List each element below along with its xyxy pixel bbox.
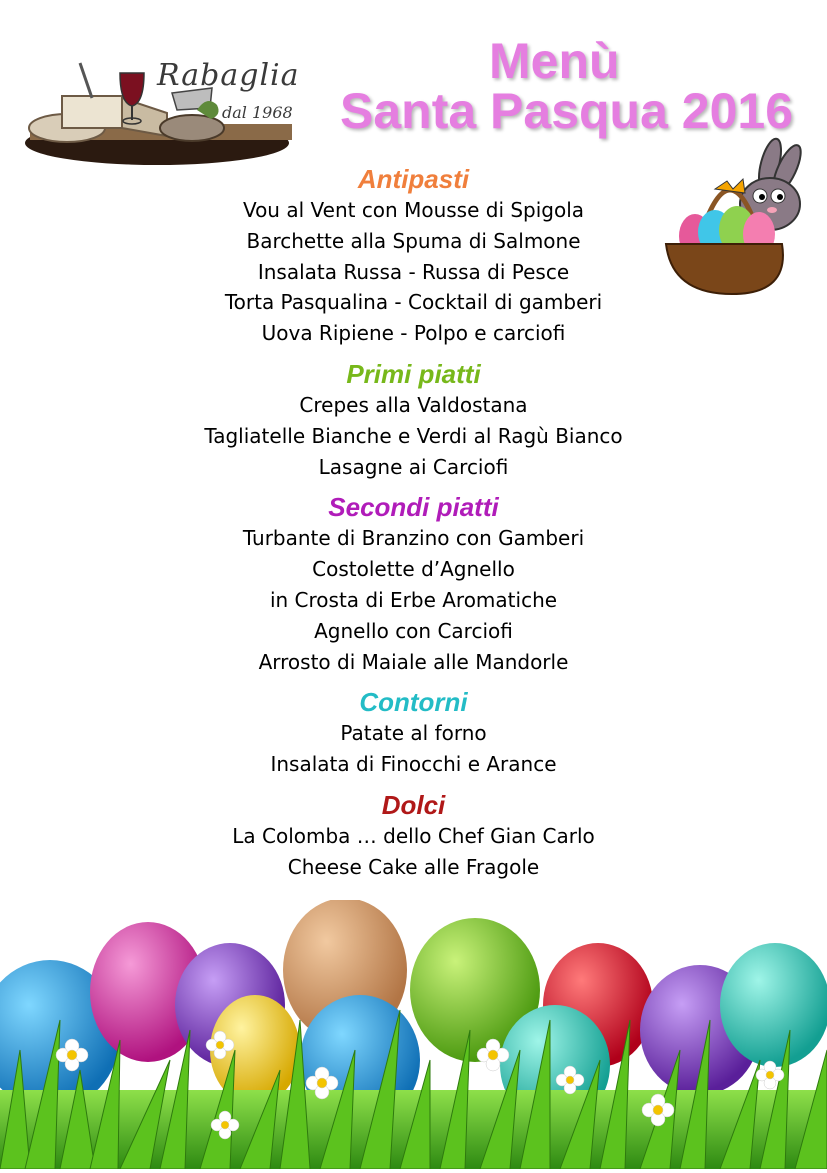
section-title-antipasti: Antipasti xyxy=(357,164,470,194)
menu-item: Costolette d’Agnello xyxy=(312,557,515,582)
menu-item: in Crosta di Erbe Aromatiche xyxy=(269,587,558,612)
restaurant-logo xyxy=(22,28,312,173)
section-primi xyxy=(0,358,827,482)
section-contorni xyxy=(0,686,827,780)
menu-list xyxy=(0,163,827,892)
menu-item: Cheese Cake alle Fragole xyxy=(287,854,540,879)
menu-item: Uova Ripiene - Polpo e carciofi xyxy=(261,321,566,346)
logo-name: Rabaglia xyxy=(157,58,300,93)
menu-subtitle: Santa Pasqua 2016 xyxy=(340,83,794,139)
section-title-contorni: Contorni xyxy=(359,687,468,718)
menu-item: Insalata Russa - Russa di Pesce xyxy=(257,259,570,284)
menu-title: Menù xyxy=(489,33,620,89)
section-title-primi: Primi piatti xyxy=(346,358,481,389)
menu-item: Crepes alla Valdostana xyxy=(299,392,528,417)
section-title-dolci: Dolci xyxy=(381,789,446,820)
menu-item: Barchette alla Spuma di Salmone xyxy=(246,228,581,253)
food-still-life-icon xyxy=(22,28,312,173)
section-dolci xyxy=(0,789,827,883)
menu-item: Turbante di Branzino con Gamberi xyxy=(242,526,585,551)
menu-item: Agnello con Carciofi xyxy=(314,618,513,643)
menu-item: Torta Pasqualina - Cocktail di gamberi xyxy=(224,290,603,315)
menu-item: Patate al forno xyxy=(340,721,487,746)
menu-item: Insalata di Finocchi e Arance xyxy=(270,752,557,777)
easter-eggs-grass-icon xyxy=(0,900,827,1169)
menu-item: Tagliatelle Bianche e Verdi al Ragù Bianco xyxy=(204,423,623,448)
menu-item: Lasagne ai Carciofi xyxy=(318,454,509,479)
menu-item: Vou al Vent con Mousse di Spigola xyxy=(242,198,585,222)
section-secondi xyxy=(0,491,827,677)
logo-since: dal 1968 xyxy=(222,103,293,122)
menu-item: Arrosto di Maiale alle Mandorle xyxy=(258,649,569,674)
menu-item: La Colomba … dello Chef Gian Carlo xyxy=(232,823,595,848)
section-antipasti xyxy=(0,163,827,349)
section-title-secondi: Secondi piatti xyxy=(328,492,499,523)
